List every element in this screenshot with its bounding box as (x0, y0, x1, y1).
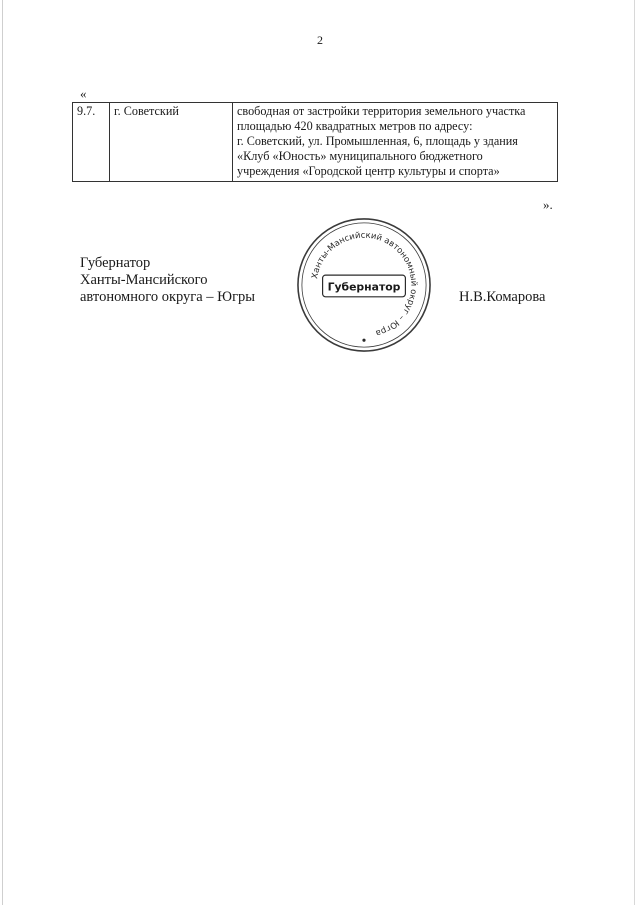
scan-right-edge (634, 0, 635, 905)
row-description-cell (233, 103, 558, 182)
table-row (73, 103, 558, 182)
signatory-title-line: автономного округа – Югры (80, 289, 256, 305)
row-number-cell: 9.7. (73, 103, 110, 182)
signatory-title-line: Губернатор (80, 255, 151, 271)
description-line: площадью 420 квадратных метров по адресу: (237, 119, 473, 133)
seal-center-text: Губернатор (327, 280, 401, 294)
page-number: 2 (317, 33, 323, 47)
scan-left-edge (2, 0, 3, 905)
signatory-title (80, 255, 255, 306)
signatory-name: Н.В.Комарова (459, 289, 546, 305)
signatory-title-line: Ханты-Мансийского (80, 272, 208, 288)
open-quote: « (80, 86, 87, 101)
seal-star-mark (362, 339, 365, 342)
description-line: «Клуб «Юность» муниципального бюджетного (237, 149, 483, 163)
description-line: свободная от застройки территория земельного участка (237, 104, 526, 118)
official-seal (295, 216, 433, 354)
description-line: г. Советский, ул. Промышленная, 6, площадь у здания (237, 134, 518, 148)
description-line: учреждения «Городской центр культуры и спорта» (237, 164, 500, 178)
row-place-cell: г. Советский (110, 103, 233, 182)
amendment-table (72, 102, 558, 182)
seal-ring-text: Ханты-Мансийский автономный округ – Югра (309, 229, 420, 339)
close-quote: ». (543, 197, 553, 212)
